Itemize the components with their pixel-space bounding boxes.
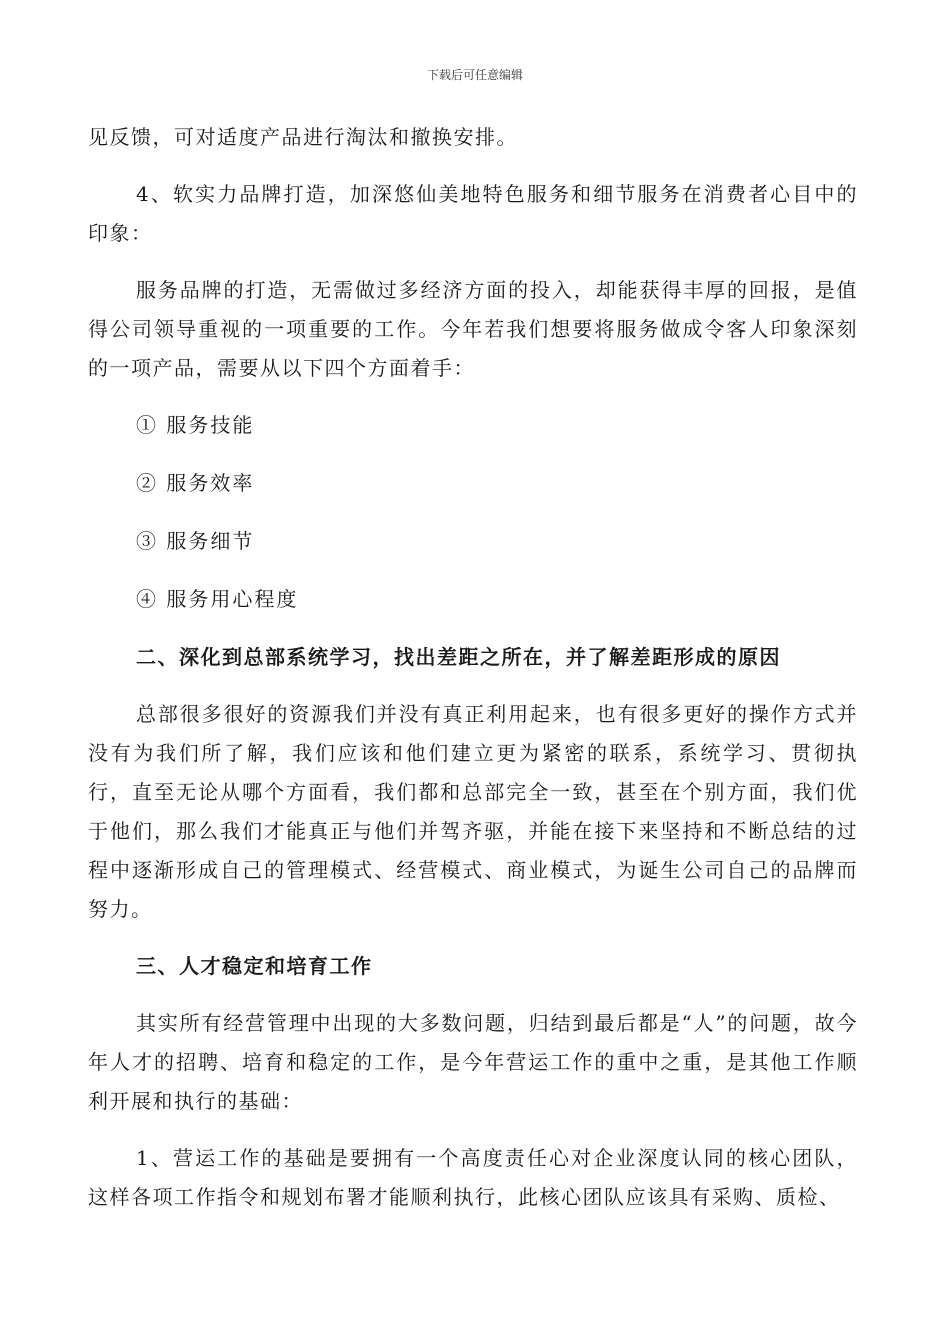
list-item: ④ 服务用心程度 [136, 587, 299, 611]
paragraph-core-team: 1、营运工作的基础是要拥有一个高度责任心对企业深度认同的核心团队，这样各项工作指令和规划布署才能顺利执行，此核心团队应该具有采购、质检、 [88, 1146, 858, 1209]
page-header-note: 下载后可任意编辑 [426, 68, 523, 82]
list-item: ② 服务效率 [136, 471, 255, 495]
section-heading-2: 二、深化到总部系统学习，找出差距之所在，并了解差距形成的原因 [136, 645, 781, 669]
document-body [88, 118, 858, 1235]
paragraph-continuation: 见反馈，可对适度产品进行淘汰和撤换安排。 [88, 125, 518, 149]
paragraph-talent: 其实所有经营管理中出现的大多数问题，归结到最后都是“人”的问题，故今年人才的招聘、培育和稳定的工作，是今年营运工作的重中之重，是其他工作顺利开展和执行的基础： [88, 1011, 858, 1113]
list-item: ③ 服务细节 [136, 529, 255, 553]
paragraph-soft-power: 4、软实力品牌打造，加深悠仙美地特色服务和细节服务在消费者心目中的印象： [88, 182, 858, 245]
paragraph-headquarters: 总部很多很好的资源我们并没有真正利用起来，也有很多更好的操作方式并没有为我们所了解，我们应该和他们建立更为紧密的联系，系统学习、贯彻执行，直至无论从哪个方面看，我们都和总部完全一致，甚至在个别方面，我们优于他们，那么我们才能真正与他们并驾齐驱，并能在接下来坚持和不断总结的过程中逐渐形成自己的管理模式、经营模式、商业模式，为诞生公司自己的品牌而努力。 [88, 702, 858, 921]
section-heading-3: 三、人才稳定和培育工作 [136, 954, 373, 978]
paragraph-service-brand: 服务品牌的打造，无需做过多经济方面的投入，却能获得丰厚的回报，是值得公司领导重视的一项重要的工作。今年若我们想要将服务做成令客人印象深刻的一项产品，需要从以下四个方面着手： [88, 278, 858, 380]
list-item: ① 服务技能 [136, 413, 255, 437]
